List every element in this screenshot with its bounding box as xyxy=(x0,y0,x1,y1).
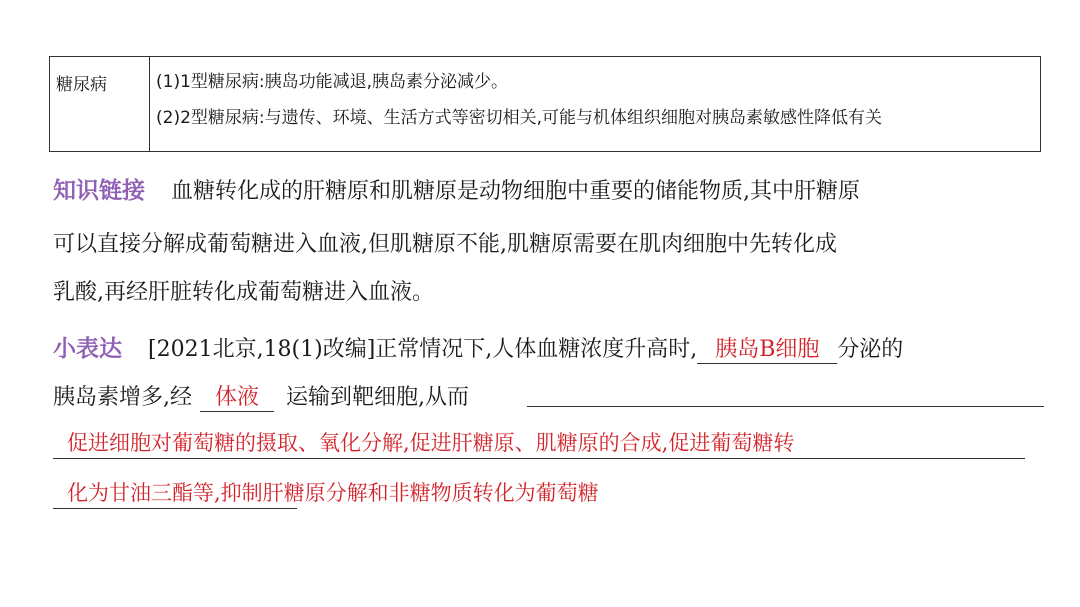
express-tag: 小表达 xyxy=(53,336,122,362)
knowledge-line-2: 可以直接分解成葡萄糖进入血液,但肌糖原不能,肌糖原需要在肌肉细胞中先转化成 xyxy=(53,232,837,257)
knowledge-tag: 知识链接 xyxy=(53,178,145,204)
express-text-1-end: 分泌的 xyxy=(837,337,904,362)
express-text-1: [2021北京,18(1)改编]正常情况下,人体血糖浓度升高时, xyxy=(148,337,698,362)
disease-table xyxy=(49,56,1041,152)
answer-line-2: 化为甘油三酯等,抑制肝糖原分解和非糖物质转化为葡萄糖 xyxy=(53,478,297,509)
blank-answer-2: 体液 xyxy=(200,385,274,412)
knowledge-text-1: 血糖转化成的肝糖原和肌糖原是动物细胞中重要的储能物质,其中肝糖原 xyxy=(171,179,860,204)
table-line-2: (2)2型糖尿病:与遗传、环境、生活方式等密切相关,可能与机体组织细胞对胰岛素敏感性降低有关 xyxy=(156,108,883,128)
knowledge-line-1 xyxy=(53,172,860,205)
express-line-1 xyxy=(53,330,903,364)
table-line-1: (1)1型糖尿病:胰岛功能减退,胰岛素分泌减少。 xyxy=(156,72,509,92)
table-label: 糖尿病 xyxy=(50,57,150,151)
knowledge-line-3: 乳酸,再经肝脏转化成葡萄糖进入血液。 xyxy=(53,280,434,305)
express-line-2 xyxy=(53,380,469,412)
express-text-2-mid: 运输到靶细胞,从而 xyxy=(286,385,469,410)
answer-line-1: 促进细胞对葡萄糖的摄取、氧化分解,促进肝糖原、肌糖原的合成,促进葡萄糖转 xyxy=(53,428,1025,459)
blank-answer-1: 胰岛B细胞 xyxy=(697,337,837,364)
table-content xyxy=(150,57,1040,151)
answer-underline-1 xyxy=(527,406,1044,407)
express-text-2: 胰岛素增多,经 xyxy=(53,385,192,410)
